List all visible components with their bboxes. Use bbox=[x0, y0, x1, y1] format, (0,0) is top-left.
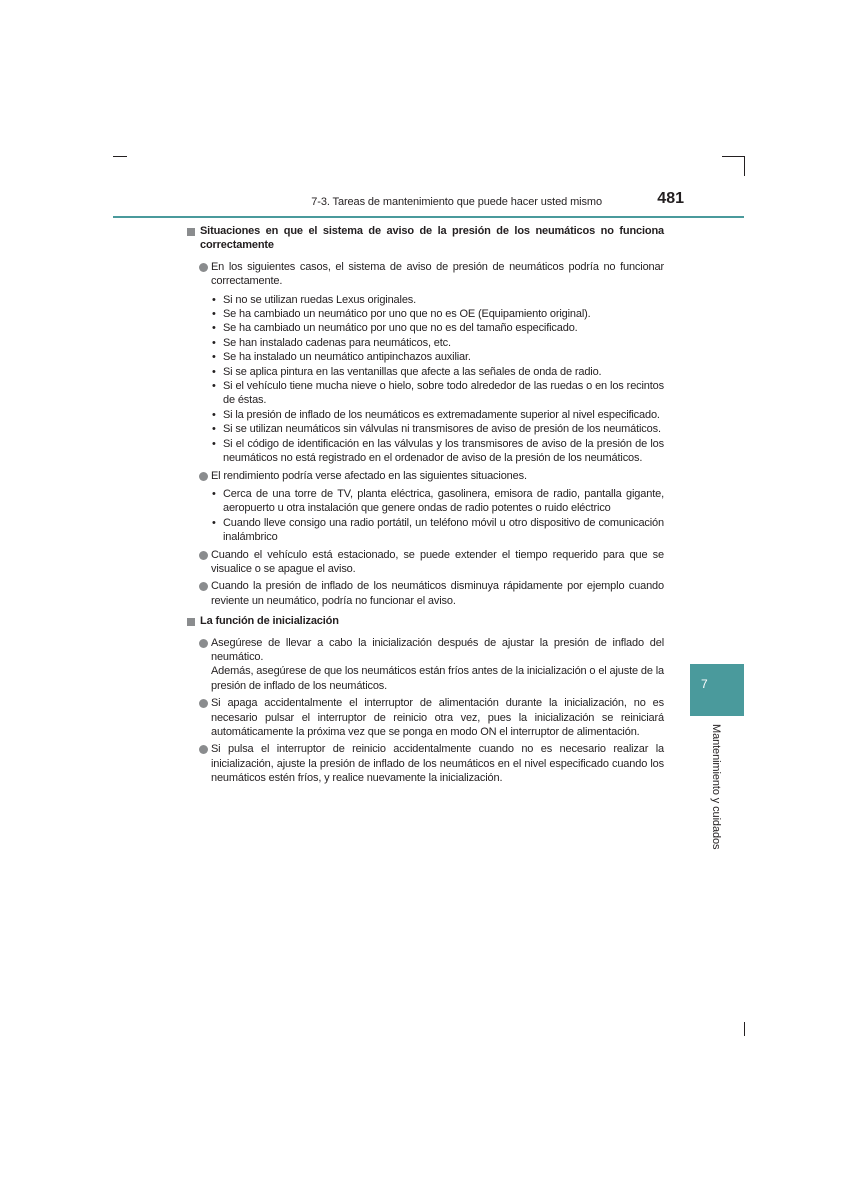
section-heading: Situaciones en que el sistema de aviso de la presión de los neumáticos no funciona correctamente bbox=[186, 224, 664, 253]
sub-list-item: • Si el vehículo tiene mucha nieve o hielo, sobre todo alrededor de las ruedas o en los recintos de éstas. bbox=[212, 380, 664, 407]
sub-list-item: • Se ha instalado un neumático antipinchazos auxiliar. bbox=[212, 351, 471, 364]
section-title: 7-3. Tareas de mantenimiento que puede hacer usted mismo bbox=[311, 196, 602, 208]
list-item: Si apaga accidentalmente el interruptor de alimentación durante la inicialización, no es necesario pulsar el interruptor de reinicio otra vez, pues la inicialización se reiniciará automáticamente la próxima vez que se ponga en modo ON el interruptor de alimentación. bbox=[186, 696, 664, 739]
crop-mark-top-right-v bbox=[744, 156, 745, 176]
section-heading: La función de inicialización bbox=[186, 614, 664, 628]
sub-list-item: • Se ha cambiado un neumático por uno que no es del tamaño especificado. bbox=[212, 322, 578, 335]
circle-bullet-icon bbox=[199, 263, 208, 272]
sub-list bbox=[186, 293, 664, 466]
sub-list bbox=[186, 487, 664, 545]
sub-list-item: • Si se utilizan neumáticos sin válvulas ni transmisores de aviso de presión de los neumáticos. bbox=[212, 423, 661, 436]
crop-mark-top-right-h bbox=[722, 156, 744, 157]
circle-bullet-icon bbox=[199, 472, 208, 481]
page-content bbox=[186, 224, 664, 786]
page-number: 481 bbox=[657, 190, 684, 207]
sub-list-item: • Si se aplica pintura en las ventanillas que afecte a las señales de onda de radio. bbox=[212, 365, 602, 378]
list-item: Cuando la presión de inflado de los neumáticos disminuya rápidamente por ejemplo cuando reviente un neumático, podría no funcionar el aviso. bbox=[186, 579, 664, 608]
page-header bbox=[113, 188, 744, 218]
crop-mark-bottom-right-v bbox=[744, 1022, 745, 1036]
square-bullet-icon bbox=[187, 228, 195, 236]
sub-list-item: • Se ha cambiado un neumático por uno que no es OE (Equipamiento original). bbox=[212, 308, 591, 321]
chapter-number: 7 bbox=[701, 677, 708, 691]
list-item: Asegúrese de llevar a cabo la inicialización después de ajustar la presión de inflado del neumático. Además, asegúrese de que los neumáticos están fríos antes de la inicialización o el ajuste de la presión de inflado de los neumáticos. bbox=[186, 636, 664, 694]
circle-bullet-icon bbox=[199, 551, 208, 560]
sub-list-item: • Cerca de una torre de TV, planta eléctrica, gasolinera, emisora de radio, pantalla gigante, aeropuerto u otra instalación que genere ondas de radio potentes o ruido eléctrico bbox=[212, 487, 664, 515]
sub-list-item: • Se han instalado cadenas para neumáticos, etc. bbox=[212, 336, 451, 349]
circle-bullet-icon bbox=[199, 745, 208, 754]
sub-list-item: • Si el código de identificación en las válvulas y los transmisores de aviso de la presión de los neumáticos no está registrado en el ordenador de aviso de la presión de los neumáticos. bbox=[212, 437, 664, 465]
sub-list-item: • Cuando lleve consigo una radio portátil, un teléfono móvil u otro dispositivo de comunicación inalámbrico bbox=[212, 516, 664, 544]
sub-list-item: • Si la presión de inflado de los neumáticos es extremadamente superior al nivel especificado. bbox=[212, 408, 660, 421]
circle-bullet-icon bbox=[199, 699, 208, 708]
chapter-label: Mantenimiento y cuidados bbox=[710, 724, 722, 850]
list-item: Cuando el vehículo está estacionado, se puede extender el tiempo requerido para que se visualice o se apague el aviso. bbox=[186, 548, 664, 577]
square-bullet-icon bbox=[187, 618, 195, 626]
list-item: En los siguientes casos, el sistema de aviso de presión de neumáticos podría no funcionar correctamente. • Si no se utilizan ruedas Lexus originales. • Se ha cambiado un neumático por uno que no es OE (Equipamiento original). • Se ha cambiado un neumático por uno que no es del tamaño especificado. • Se han instalado cadenas para neumáticos, etc. • Se ha instalado un neumático antipinchazos auxiliar. • Si se aplica pintura en las ventanillas que afecte a las señales de onda de radio. • Si el vehículo tiene mucha nieve o hielo, sobre todo alrededor de las ruedas o en los recintos de éstas. • Si la presión de inflado de los neumáticos es extremadamente superior al nivel especificado. • Si se utilizan neumáticos sin válvulas ni transmisores de aviso de presión de los neumáticos. • Si el código de identificación en las válvulas y los transmisores de aviso de la presión de los neumáticos no está registrado en el ordenador de aviso de la presión de los neumáticos. bbox=[186, 260, 664, 466]
list-item: Si pulsa el interruptor de reinicio accidentalmente cuando no es necesario realizar la inicialización, ajuste la presión de inflado de los neumáticos en el nivel especificado cuando los neumáticos estén fríos, y realice nuevamente la inicialización. bbox=[186, 742, 664, 785]
list-item: El rendimiento podría verse afectado en las siguientes situaciones. • Cerca de una torre de TV, planta eléctrica, gasolinera, emisora de radio, pantalla gigante, aeropuerto u otra instalación que genere ondas de radio potentes o ruido eléctrico • Cuando lleve consigo una radio portátil, un teléfono móvil u otro dispositivo de comunicación inalámbrico bbox=[186, 469, 664, 545]
crop-mark-top-left bbox=[113, 156, 127, 157]
circle-bullet-icon bbox=[199, 639, 208, 648]
sub-list-item: • Si no se utilizan ruedas Lexus originales. bbox=[212, 293, 417, 306]
circle-bullet-icon bbox=[199, 582, 208, 591]
chapter-tab bbox=[690, 664, 744, 716]
list-item-extra-text: Además, asegúrese de que los neumáticos están fríos antes de la inicialización o el ajuste de la presión de inflado de los neumáticos. bbox=[211, 665, 664, 692]
